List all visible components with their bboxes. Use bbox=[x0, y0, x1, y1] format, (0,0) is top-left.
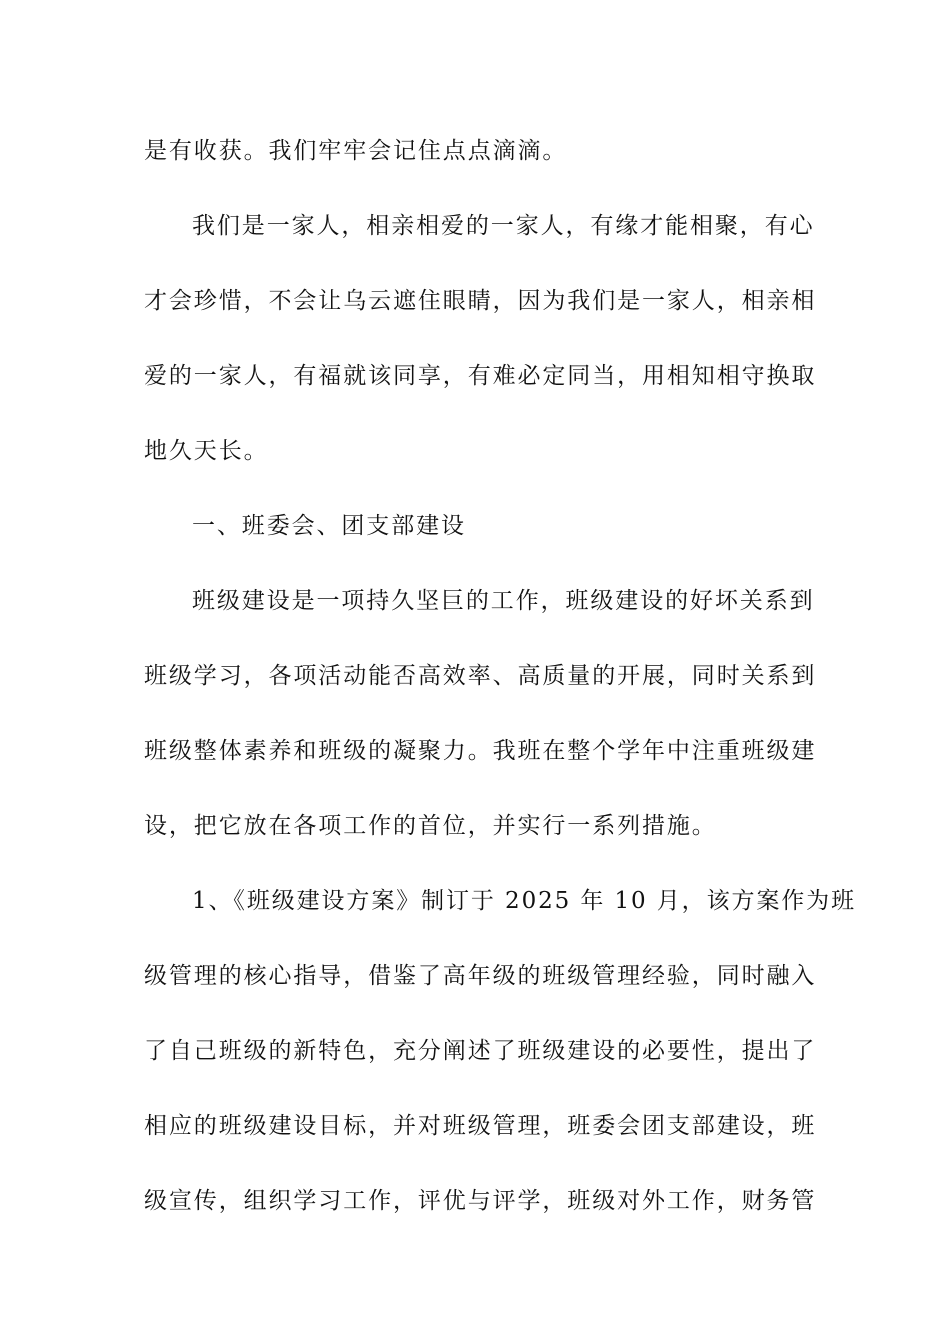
text-line: 了自己班级的新特色，充分阐述了班级建设的必要性，提出了 bbox=[144, 1038, 817, 1064]
text-line: 爱的一家人，有福就该同享，有难必定同当，用相知相守换取 bbox=[144, 363, 817, 389]
paragraph-start-line: 1、《班级建设方案》制订于 2025 年 10 月，该方案作为班 bbox=[192, 888, 856, 914]
text-line: 是有收获。我们牢牢会记住点点滴滴。 bbox=[144, 138, 568, 164]
text-line: 地久天长。 bbox=[144, 438, 269, 464]
section-heading: 一、班委会、团支部建设 bbox=[192, 513, 466, 539]
text-line: 班级整体素养和班级的凝聚力。我班在整个学年中注重班级建 bbox=[144, 738, 817, 764]
text-line: 班级学习，各项活动能否高效率、高质量的开展，同时关系到 bbox=[144, 663, 817, 689]
text-line: 级宣传，组织学习工作，评优与评学，班级对外工作，财务管 bbox=[144, 1188, 817, 1214]
paragraph-start-line: 我们是一家人，相亲相爱的一家人，有缘才能相聚，有心 bbox=[192, 213, 815, 239]
text-line: 设，把它放在各项工作的首位，并实行一系列措施。 bbox=[144, 813, 717, 839]
paragraph-start-line: 班级建设是一项持久坚巨的工作，班级建设的好坏关系到 bbox=[192, 588, 815, 614]
text-line: 才会珍惜，不会让乌云遮住眼睛，因为我们是一家人，相亲相 bbox=[144, 288, 817, 314]
text-line: 级管理的核心指导，借鉴了高年级的班级管理经验，同时融入 bbox=[144, 963, 817, 989]
text-line: 相应的班级建设目标，并对班级管理，班委会团支部建设，班 bbox=[144, 1113, 817, 1139]
